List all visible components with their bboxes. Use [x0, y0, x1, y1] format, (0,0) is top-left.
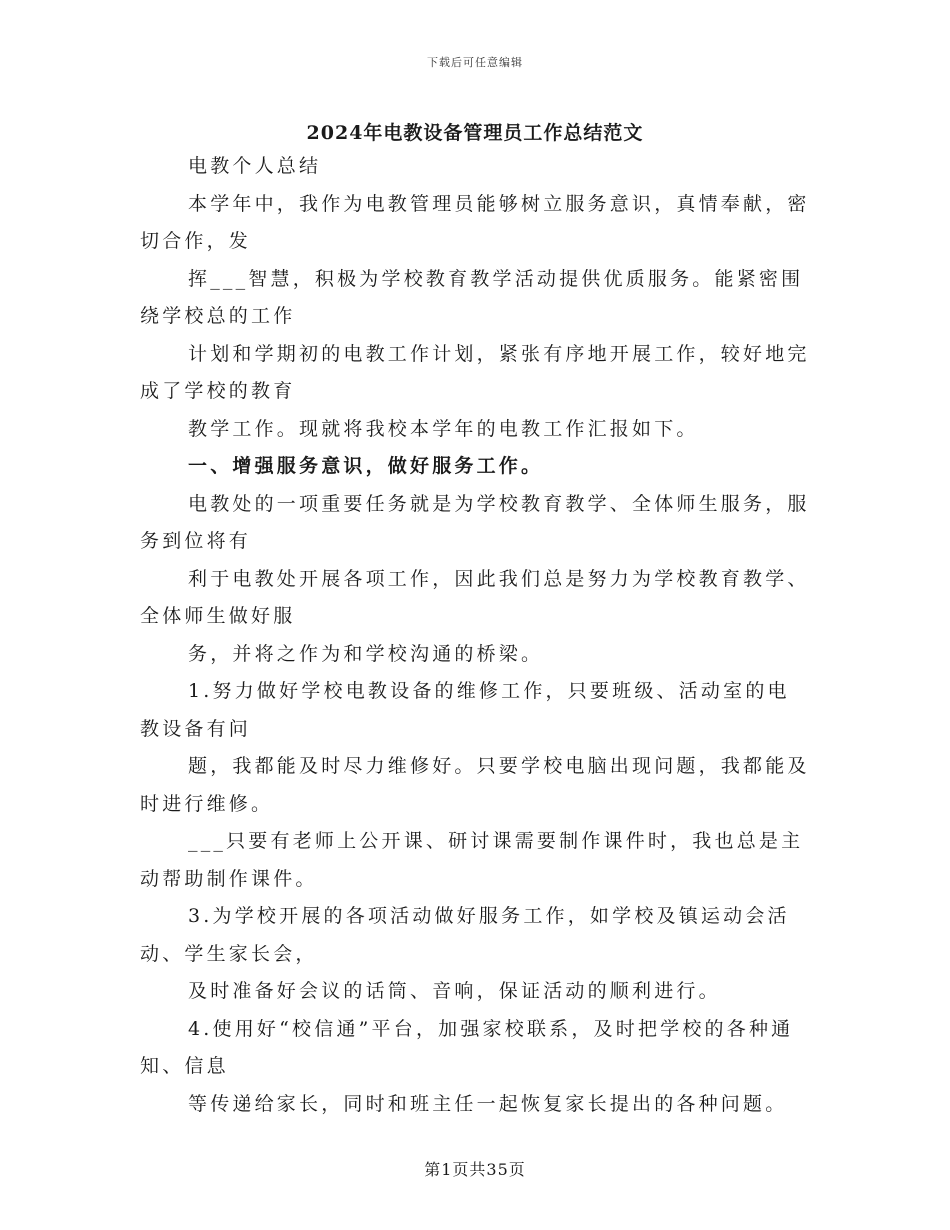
page-number: 第1页共35页: [424, 1160, 526, 1179]
paragraph: 计划和学期初的电教工作计划，紧张有序地开展工作，较好地完成了学校的教育: [140, 342, 810, 402]
paragraph: 及时准备好会议的话筒、音响，保证活动的顺利进行。: [188, 980, 721, 1002]
header-note: 下载后可任意编辑: [427, 56, 523, 69]
document-title: 2024年电教设备管理员工作总结范文: [306, 122, 644, 144]
document-body: [140, 148, 810, 1123]
paragraph: 利于电教处开展各项工作，因此我们总是努力为学校教育教学、全体师生做好服: [140, 567, 810, 627]
section-heading: 一、增强服务意识，做好服务工作。: [188, 455, 544, 477]
paragraph: 电教个人总结: [188, 155, 322, 177]
paragraph: 4.使用好“校信通”平台，加强家校联系，及时把学校的各种通知、信息: [140, 1017, 794, 1077]
paragraph: 3.为学校开展的各项活动做好服务工作，如学校及镇运动会活动、学生家长会，: [140, 905, 790, 965]
paragraph: 题，我都能及时尽力维修好。只要学校电脑出现问题，我都能及时进行维修。: [140, 755, 810, 815]
paragraph: 电教处的一项重要任务就是为学校教育教学、全体师生服务，服务到位将有: [140, 492, 810, 552]
paragraph: ___只要有老师上公开课、研讨课需要制作课件时，我也总是主动帮助制作课件。: [140, 830, 804, 890]
paragraph: 挥___智慧，积极为学校教育教学活动提供优质服务。能紧密围绕学校总的工作: [140, 267, 804, 327]
paragraph: 务，并将之作为和学校沟通的桥梁。: [188, 642, 544, 665]
paragraph: 1.努力做好学校电教设备的维修工作，只要班级、活动室的电教设备有问: [140, 680, 790, 740]
paragraph: 教学工作。现就将我校本学年的电教工作汇报如下。: [188, 417, 699, 440]
paragraph: 等传递给家长，同时和班主任一起恢复家长提出的各种问题。: [188, 1092, 788, 1115]
paragraph: 本学年中，我作为电教管理员能够树立服务意识，真情奉献，密切合作，发: [140, 192, 810, 252]
